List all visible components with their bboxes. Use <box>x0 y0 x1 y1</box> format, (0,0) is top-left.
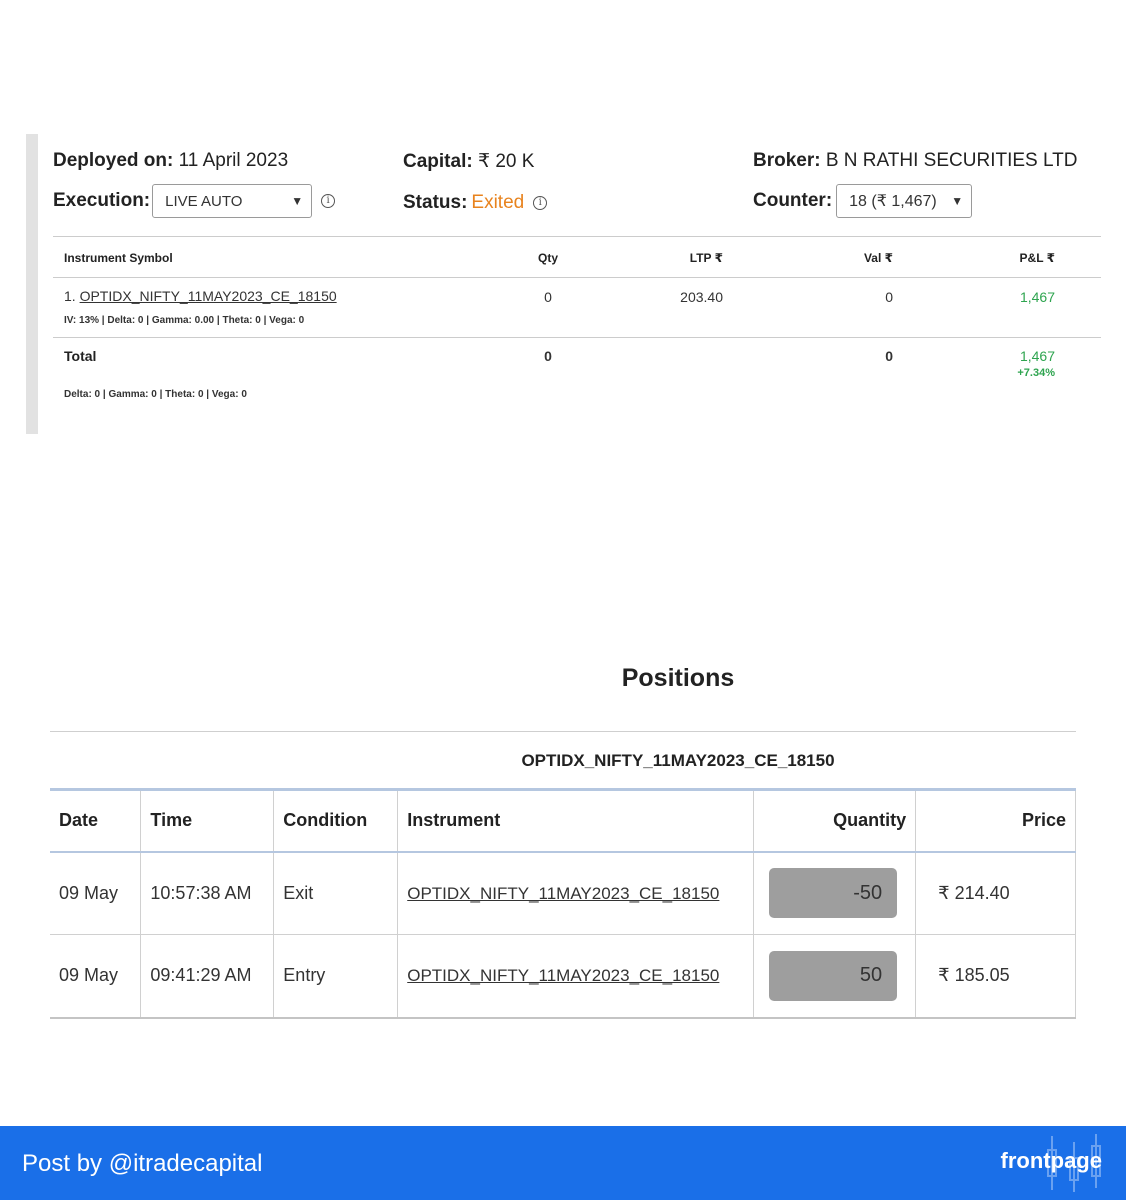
capital-value: ₹ 20 K <box>477 151 535 172</box>
instrument-table <box>53 236 1101 408</box>
positions-symbol: OPTIDX_NIFTY_11MAY2023_CE_18150 <box>521 751 835 770</box>
header-ltp: LTP ₹ <box>689 251 723 265</box>
chevron-down-icon: ▼ <box>291 194 304 208</box>
header-time: Time <box>141 790 274 852</box>
position-time: 10:57:38 AM <box>141 852 274 935</box>
total-row <box>53 338 1101 408</box>
position-condition: Entry <box>274 935 398 1018</box>
position-price: ₹ 185.05 <box>916 935 1076 1018</box>
header-symbol: Instrument Symbol <box>64 251 173 265</box>
row-val: 0 <box>885 289 893 305</box>
counter-select[interactable] <box>836 184 972 218</box>
table-row <box>50 852 1076 935</box>
total-pnl-pct: +7.34% <box>1017 367 1055 379</box>
execution-label: Execution: <box>53 190 151 211</box>
position-quantity: 50 <box>769 951 897 1001</box>
instrument-table-header <box>53 236 1101 278</box>
capital-label: Capital: <box>403 151 473 172</box>
execution-select-value: LIVE AUTO <box>165 192 243 210</box>
positions-header-row <box>50 790 1076 852</box>
positions-title: Positions <box>621 664 735 692</box>
chevron-down-icon: ▼ <box>951 194 964 208</box>
position-instrument-link[interactable]: OPTIDX_NIFTY_11MAY2023_CE_18150 <box>407 883 720 903</box>
status-label: Status: <box>403 192 468 213</box>
header-qty: Qty <box>537 251 558 265</box>
position-time: 09:41:29 AM <box>141 935 274 1018</box>
table-row <box>50 935 1076 1018</box>
row-pnl: 1,467 <box>1019 289 1055 305</box>
total-val: 0 <box>885 348 893 364</box>
header-price: Price <box>916 790 1076 852</box>
positions-table <box>50 788 1076 1019</box>
position-date: 09 May <box>50 852 141 935</box>
status <box>403 192 547 214</box>
brand-logo: frontpage <box>1000 1148 1102 1173</box>
counter-select-value: 18 (₹ 1,467) <box>849 193 937 210</box>
post-by-text: Post by @itradecapital <box>22 1150 263 1177</box>
row-qty: 0 <box>544 289 552 305</box>
info-icon[interactable]: i <box>321 194 335 208</box>
execution-select[interactable] <box>152 184 312 218</box>
broker <box>753 150 1077 172</box>
row-index: 1. <box>64 288 76 304</box>
capital <box>403 150 534 173</box>
total-label: Total <box>64 348 97 364</box>
position-date: 09 May <box>50 935 141 1018</box>
header-instrument: Instrument <box>398 790 754 852</box>
divider <box>50 731 1076 732</box>
footer-bar <box>0 1126 1126 1200</box>
deployed-label: Deployed on: <box>53 150 174 171</box>
counter <box>753 184 972 218</box>
position-quantity: -50 <box>769 868 897 918</box>
header-quantity: Quantity <box>754 790 916 852</box>
total-greeks: Delta: 0 | Gamma: 0 | Theta: 0 | Vega: 0 <box>64 389 247 400</box>
header-condition: Condition <box>274 790 398 852</box>
header-val: Val ₹ <box>863 251 893 265</box>
header-date: Date <box>50 790 141 852</box>
instrument-symbol <box>64 288 337 304</box>
row-ltp: 203.40 <box>680 289 723 305</box>
total-pnl: 1,467 <box>1019 348 1055 364</box>
table-row <box>53 278 1101 338</box>
position-price: ₹ 214.40 <box>916 852 1076 935</box>
position-condition: Exit <box>274 852 398 935</box>
status-value: Exited <box>471 192 525 213</box>
info-icon[interactable]: i <box>533 196 547 210</box>
instrument-greeks: IV: 13% | Delta: 0 | Gamma: 0.00 | Theta: 0 | Vega: 0 <box>64 315 305 326</box>
deployed-value: 11 April 2023 <box>178 150 289 171</box>
counter-label: Counter: <box>753 190 833 211</box>
position-instrument-link[interactable]: OPTIDX_NIFTY_11MAY2023_CE_18150 <box>407 966 720 986</box>
broker-value: B N RATHI SECURITIES LTD <box>825 150 1078 171</box>
strategy-card <box>26 134 1106 434</box>
instrument-symbol-link[interactable]: OPTIDX_NIFTY_11MAY2023_CE_18150 <box>79 288 337 304</box>
broker-label: Broker: <box>753 150 821 171</box>
total-qty: 0 <box>544 348 552 364</box>
header-pnl: P&L ₹ <box>1019 251 1055 265</box>
deployed-on <box>53 150 288 172</box>
execution <box>53 184 335 218</box>
